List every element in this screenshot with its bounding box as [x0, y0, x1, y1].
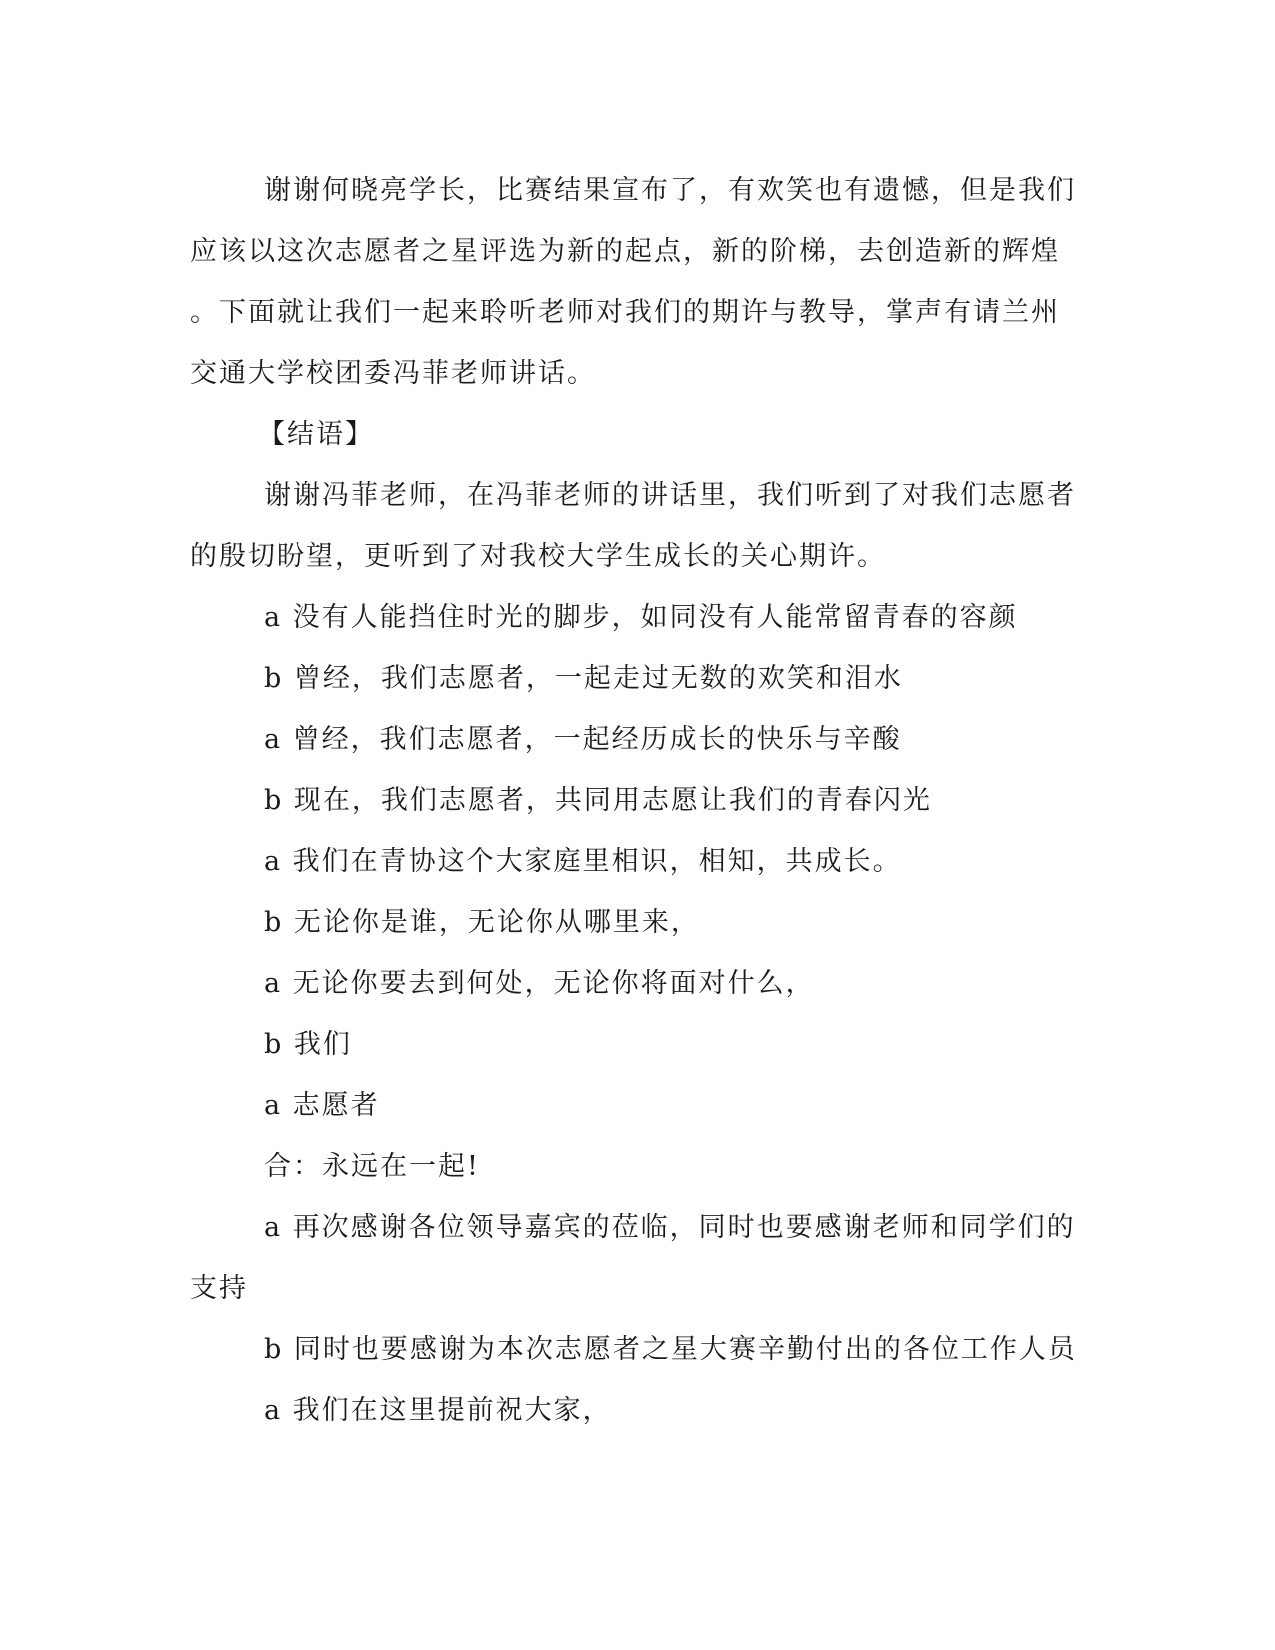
dialogue-line: 合：永远在一起!: [264, 1151, 480, 1182]
dialogue-line: a 没有人能挡住时光的脚步，如同没有人能常留青春的容颜: [264, 602, 1018, 633]
dialogue-line: b 同时也要感谢为本次志愿者之星大赛辛勤付出的各位工作人员: [264, 1334, 1077, 1365]
body-text-line: 的殷切盼望，更听到了对我校大学生成长的关心期许。: [190, 541, 886, 572]
body-text-line: 谢谢冯菲老师，在冯菲老师的讲话里，我们听到了对我们志愿者: [264, 480, 1076, 511]
dialogue-line: 支持: [190, 1273, 248, 1304]
dialogue-line: b 无论你是谁，无论你从哪里来，: [264, 907, 700, 938]
dialogue-line: a 我们在这里提前祝大家，: [264, 1395, 612, 1426]
dialogue-line: a 无论你要去到何处，无论你将面对什么，: [264, 968, 815, 999]
body-text-line: 交通大学校团委冯菲老师讲话。: [190, 358, 596, 389]
dialogue-line: a 曾经，我们志愿者，一起经历成长的快乐与辛酸: [264, 724, 902, 755]
dialogue-line: b 我们: [264, 1029, 352, 1060]
body-text-line: 谢谢何晓亮学长，比赛结果宣布了，有欢笑也有遗憾，但是我们: [264, 175, 1076, 206]
body-text-line: 应该以这次志愿者之星评选为新的起点，新的阶梯，去创造新的辉煌: [190, 236, 1060, 267]
dialogue-line: a 再次感谢各位领导嘉宾的莅临，同时也要感谢老师和同学们的: [264, 1212, 1076, 1243]
dialogue-line: a 我们在青协这个大家庭里相识，相知，共成长。: [264, 846, 902, 877]
dialogue-line: b 曾经，我们志愿者，一起走过无数的欢笑和泪水: [264, 663, 903, 694]
body-text-line: 。下面就让我们一起来聆听老师对我们的期许与教导，掌声有请兰州: [190, 297, 1060, 328]
section-heading: 【结语】: [258, 419, 374, 450]
dialogue-line: a 志愿者: [264, 1090, 380, 1121]
dialogue-line: b 现在，我们志愿者，共同用志愿让我们的青春闪光: [264, 785, 932, 816]
